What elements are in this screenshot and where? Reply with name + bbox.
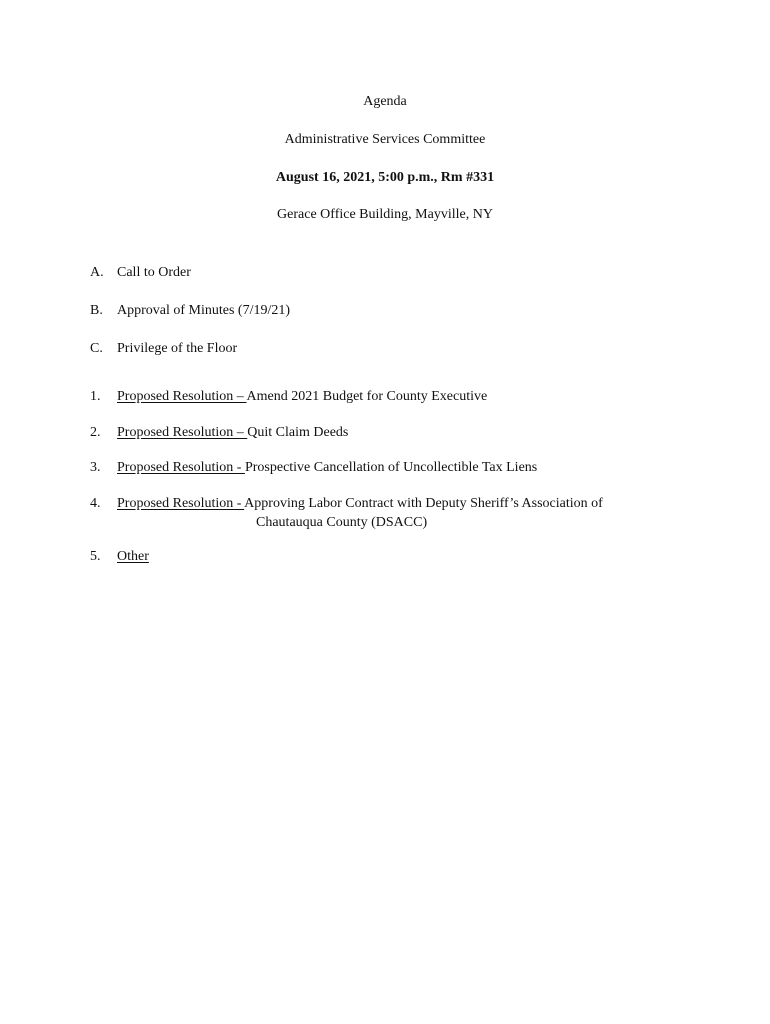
item-marker: C. (90, 341, 103, 356)
agenda-title: Agenda (363, 94, 407, 109)
resolution-prefix: Proposed Resolution - (117, 460, 245, 475)
other-label: Other (117, 549, 149, 564)
item-content (117, 389, 487, 405)
item-marker: 4. (90, 496, 101, 511)
item-content (117, 425, 348, 441)
item-content (117, 549, 149, 565)
item-text: Prospective Cancellation of Uncollectible Tax Liens (244, 460, 538, 475)
item-text: Approving Labor Contract with Deputy Sheriff’s Association of (244, 496, 603, 511)
item-marker: A. (90, 265, 104, 280)
meeting-datetime: August 16, 2021, 5:00 p.m., Rm #331 (275, 170, 495, 185)
agenda-item-4-continuation: Chautauqua County (DSACC) (256, 515, 428, 530)
item-content (117, 460, 537, 476)
item-text: Amend 2021 Budget for County Executive (246, 389, 488, 404)
item-marker: 3. (90, 460, 101, 475)
committee-name: Administrative Services Committee (284, 132, 486, 147)
item-text: Quit Claim Deeds (247, 425, 349, 440)
resolution-prefix: Proposed Resolution – (117, 425, 248, 440)
item-text: Privilege of the Floor (117, 341, 238, 356)
item-marker: 1. (90, 389, 101, 404)
item-marker: 2. (90, 425, 101, 440)
resolution-prefix: Proposed Resolution - (117, 496, 245, 511)
item-marker: B. (90, 303, 103, 318)
meeting-location: Gerace Office Building, Mayville, NY (277, 207, 493, 222)
item-content (117, 496, 603, 512)
item-text: Call to Order (117, 265, 191, 280)
resolution-prefix: Proposed Resolution – (117, 389, 247, 404)
item-text: Approval of Minutes (7/19/21) (117, 303, 291, 318)
item-marker: 5. (90, 549, 101, 564)
